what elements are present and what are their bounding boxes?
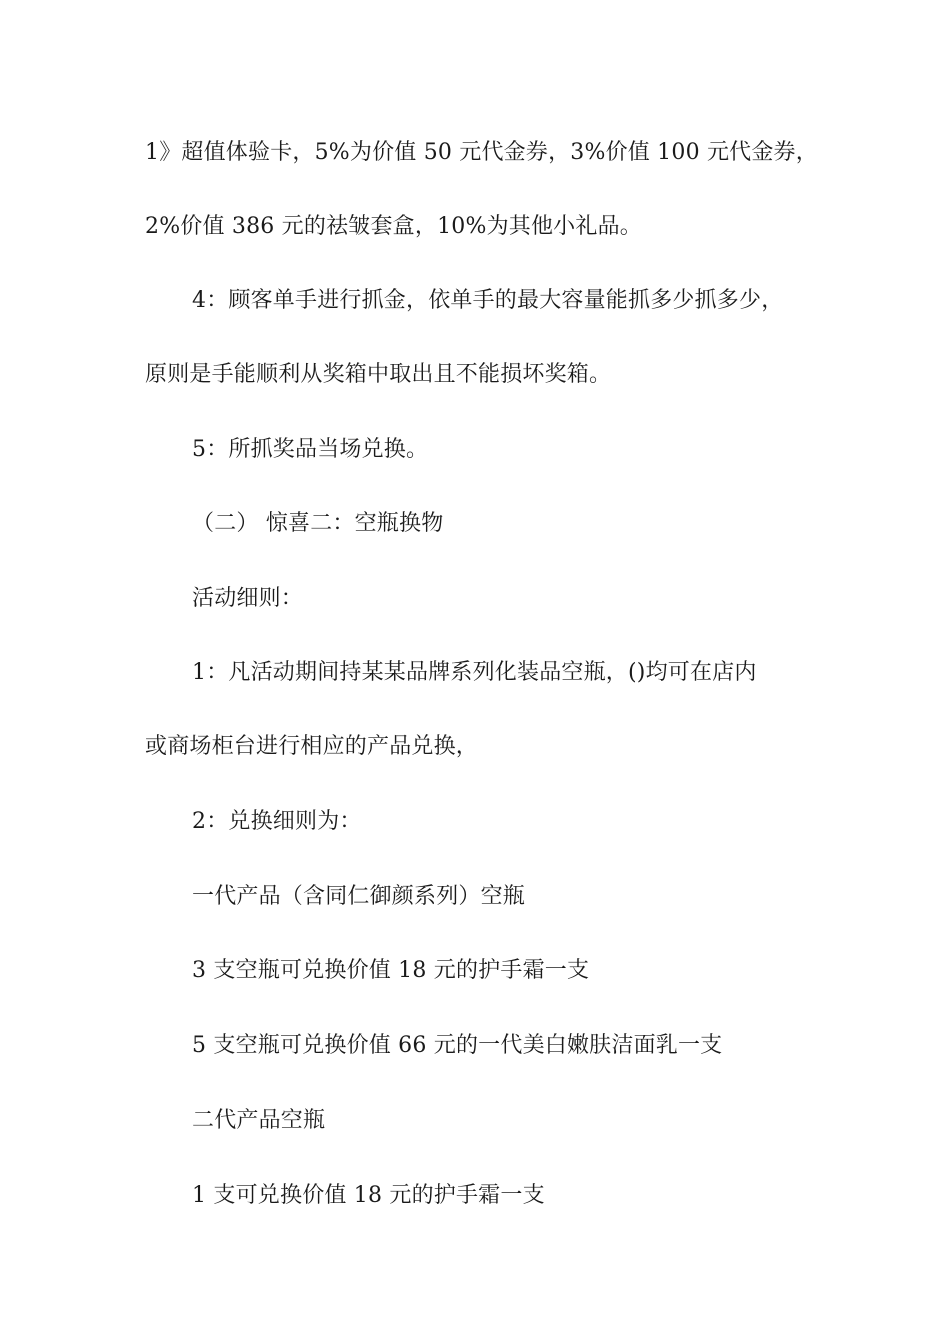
text-line-7: 活动细则：	[192, 586, 304, 611]
text-line-10: 2：兑换细则为：	[192, 809, 362, 834]
text-line-1: 1》超值体验卡，5%为价值 50 元代金券，3%价值 100 元代金券，	[145, 140, 818, 165]
text-line-15: 1 支可兑换价值 18 元的护手霜一支	[192, 1183, 545, 1208]
text-line-3: 4：顾客单手进行抓金，依单手的最大容量能抓多少抓多少，	[192, 288, 784, 313]
section-heading: （二） 惊喜二：空瓶换物	[192, 511, 444, 536]
text-line-8: 1：凡活动期间持某某品牌系列化装品空瓶，()均可在店内	[192, 660, 757, 685]
text-line-13: 5 支空瓶可兑换价值 66 元的一代美白嫩肤洁面乳一支	[192, 1033, 723, 1058]
text-line-11: 一代产品（含同仁御颜系列）空瓶	[192, 884, 526, 909]
text-line-4: 原则是手能顺利从奖箱中取出且不能损坏奖箱。	[145, 362, 612, 387]
text-line-14: 二代产品空瓶	[192, 1108, 326, 1133]
text-line-5: 5：所抓奖品当场兑换。	[192, 437, 429, 462]
text-line-9: 或商场柜台进行相应的产品兑换，	[145, 734, 479, 759]
text-line-2: 2%价值 386 元的祛皱套盒，10%为其他小礼品。	[145, 214, 642, 239]
text-line-12: 3 支空瓶可兑换价值 18 元的护手霜一支	[192, 958, 590, 983]
